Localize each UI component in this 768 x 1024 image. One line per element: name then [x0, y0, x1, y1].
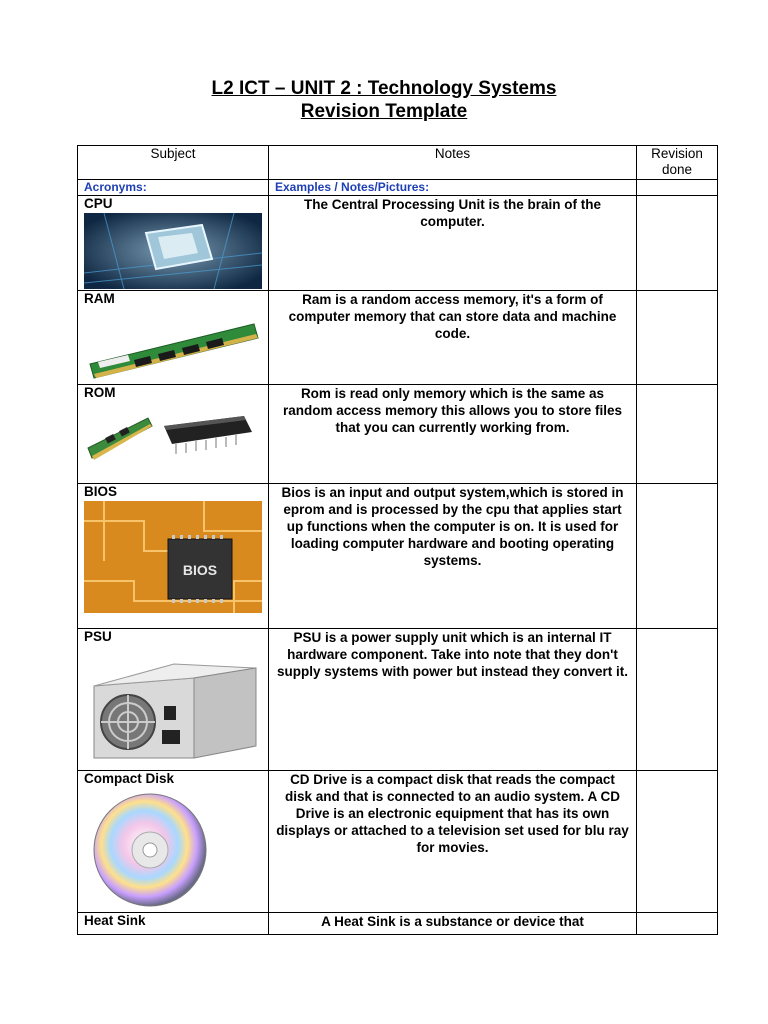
row-notes: Rom is read only memory which is the same as random access memory this allows you to store files that you can currently working from. — [269, 385, 637, 484]
row-subject — [78, 913, 269, 935]
row-revision — [637, 196, 718, 291]
row-subject — [78, 291, 269, 385]
revision-table — [77, 145, 718, 935]
cpu-chip-image — [84, 213, 262, 289]
rom-chips-image — [84, 402, 262, 464]
bios-chip-image — [84, 501, 262, 613]
row-revision — [637, 385, 718, 484]
subheader-examples: Examples / Notes/Pictures: — [269, 180, 637, 196]
table-row — [78, 196, 718, 291]
header-revision-done: Revision done — [637, 146, 718, 180]
row-notes: CD Drive is a compact disk that reads the compact disk and that is connected to an audio system. A CD Drive is an electronic equipment that has its own displays or attached to a television set used for blu ray for movies. — [269, 771, 637, 913]
row-notes: PSU is a power supply unit which is an internal IT hardware component. Take into note that they don't supply systems with power but instead they convert it. — [269, 629, 637, 771]
row-notes: Bios is an input and output system,which is stored in eprom and is processed by the cpu that applies start up functions when the computer is on. It is used for loading computer hardware and booting operating systems. — [269, 484, 637, 629]
subject-label: BIOS — [84, 484, 118, 499]
ram-module-image — [84, 308, 262, 380]
row-subject — [78, 771, 269, 913]
row-subject — [78, 196, 269, 291]
row-notes: Ram is a random access memory, it's a form of computer memory that can store data and machine code. — [269, 291, 637, 385]
table-row — [78, 484, 718, 629]
subheader-empty — [637, 180, 718, 196]
document-title: L2 ICT – UNIT 2 : Technology Systems — [211, 78, 557, 99]
row-subject — [78, 629, 269, 771]
row-subject — [78, 484, 269, 629]
power-supply-image — [84, 646, 262, 762]
table-row — [78, 629, 718, 771]
table-row — [78, 291, 718, 385]
subject-label: ROM — [84, 385, 116, 400]
row-revision — [637, 913, 718, 935]
table-subheader-row — [78, 180, 718, 196]
row-subject — [78, 385, 269, 484]
subject-label: PSU — [84, 629, 112, 644]
subject-label: RAM — [84, 291, 115, 306]
table-header-row — [78, 146, 718, 180]
row-notes: A Heat Sink is a substance or device that — [269, 913, 637, 935]
document-subtitle: Revision Template — [300, 101, 468, 122]
subject-label: CPU — [84, 196, 113, 211]
subject-label: Heat Sink — [84, 913, 146, 928]
row-revision — [637, 484, 718, 629]
row-revision — [637, 629, 718, 771]
subject-label: Compact Disk — [84, 771, 175, 786]
compact-disk-image — [84, 788, 262, 908]
bios-chip-label: BIOS — [182, 562, 218, 578]
table-row — [78, 385, 718, 484]
row-notes: The Central Processing Unit is the brain of the computer. — [269, 196, 637, 291]
header-subject: Subject — [78, 146, 269, 180]
row-revision — [637, 771, 718, 913]
header-notes: Notes — [269, 146, 637, 180]
table-row — [78, 771, 718, 913]
row-revision — [637, 291, 718, 385]
table-row — [78, 913, 718, 935]
subheader-acronyms: Acronyms: — [78, 180, 269, 196]
